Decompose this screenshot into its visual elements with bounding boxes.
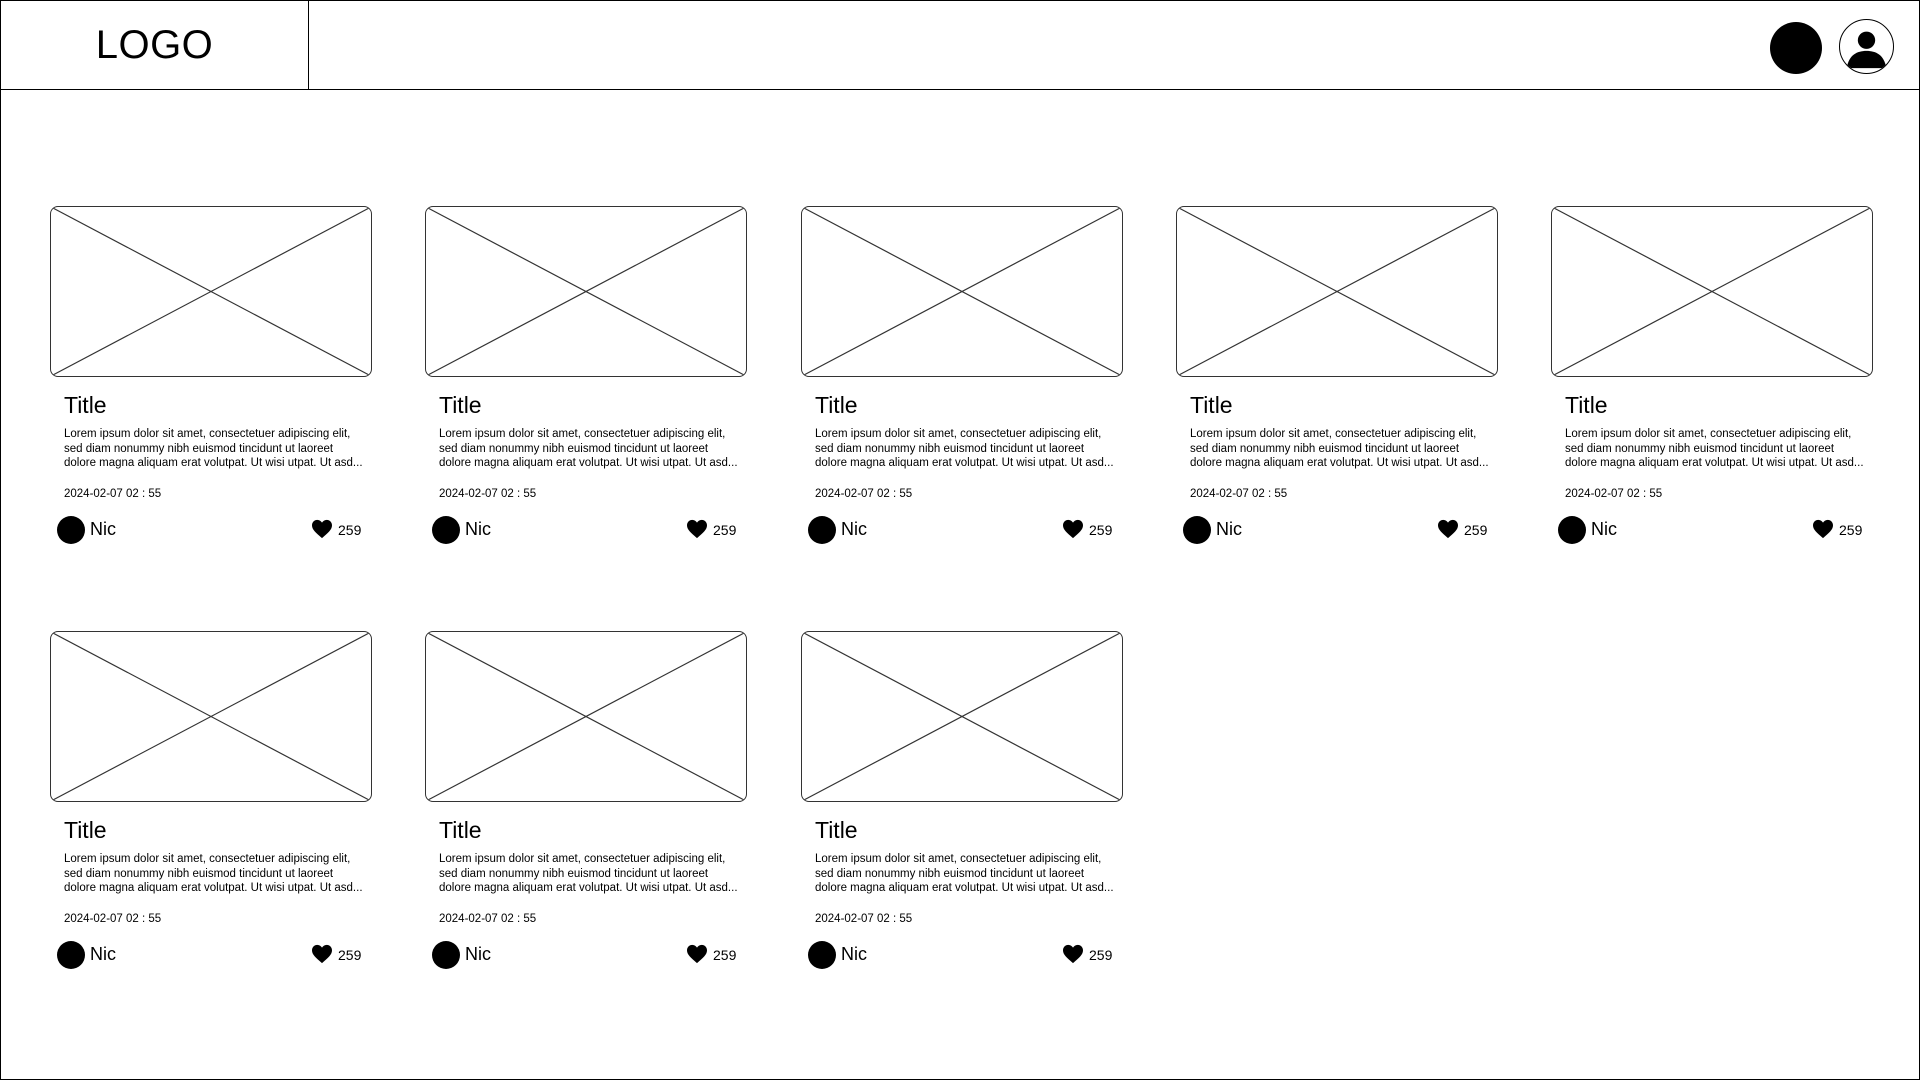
card-description: Lorem ipsum dolor sit amet, consectetuer adipiscing elit, sed diam nonummy nibh euismod tincidunt ut laoreet dolore magna aliquam erat volutpat. Ut wisi utpat. Ut asd... <box>64 853 363 894</box>
like-count: 259 <box>713 522 737 538</box>
post-card[interactable] <box>801 206 1123 539</box>
card-title[interactable]: Title <box>815 392 858 418</box>
image-placeholder-icon <box>1177 207 1497 376</box>
avatar[interactable] <box>57 516 85 544</box>
card-title[interactable]: Title <box>1565 392 1608 418</box>
card-description: Lorem ipsum dolor sit amet, consectetuer adipiscing elit, sed diam nonummy nibh euismod tincidunt ut laoreet dolore magna aliquam erat volutpat. Ut wisi utpat. Ut asd... <box>439 853 738 894</box>
like-count: 259 <box>338 947 362 963</box>
card-description: Lorem ipsum dolor sit amet, consectetuer adipiscing elit, sed diam nonummy nibh euismod tincidunt ut laoreet dolore magna aliquam erat volutpat. Ut wisi utpat. Ut asd... <box>1190 428 1489 469</box>
card-description: Lorem ipsum dolor sit amet, consectetuer adipiscing elit, sed diam nonummy nibh euismod tincidunt ut laoreet dolore magna aliquam erat volutpat. Ut wisi utpat. Ut asd... <box>815 853 1114 894</box>
card-date: 2024-02-07 02 : 55 <box>1565 488 1663 500</box>
card-title[interactable]: Title <box>64 817 107 843</box>
logo[interactable] <box>1 1 309 90</box>
card-date: 2024-02-07 02 : 55 <box>64 488 162 500</box>
like-count: 259 <box>1839 522 1863 538</box>
user-icon[interactable] <box>1839 19 1894 74</box>
avatar[interactable] <box>57 941 85 969</box>
avatar[interactable] <box>808 516 836 544</box>
image-placeholder[interactable] <box>425 631 747 802</box>
avatar[interactable] <box>808 941 836 969</box>
image-placeholder[interactable] <box>50 631 372 802</box>
card-title[interactable]: Title <box>439 817 482 843</box>
card-title[interactable]: Title <box>64 392 107 418</box>
card-description: Lorem ipsum dolor sit amet, consectetuer adipiscing elit, sed diam nonummy nibh euismod tincidunt ut laoreet dolore magna aliquam erat volutpat. Ut wisi utpat. Ut asd... <box>439 428 738 469</box>
like-count: 259 <box>1464 522 1488 538</box>
like-count: 259 <box>338 522 362 538</box>
user-icon-graphic <box>1840 20 1893 73</box>
author-name[interactable]: Nic <box>465 944 491 964</box>
card-date: 2024-02-07 02 : 55 <box>1190 488 1288 500</box>
author-name[interactable]: Nic <box>465 519 491 539</box>
card-title[interactable]: Title <box>439 392 482 418</box>
image-placeholder-icon <box>802 207 1122 376</box>
filled-circle-icon[interactable] <box>1770 22 1822 74</box>
avatar[interactable] <box>432 941 460 969</box>
card-description: Lorem ipsum dolor sit amet, consectetuer adipiscing elit, sed diam nonummy nibh euismod tincidunt ut laoreet dolore magna aliquam erat volutpat. Ut wisi utpat. Ut asd... <box>815 428 1114 469</box>
heart-icon[interactable] <box>311 519 333 539</box>
heart-icon[interactable] <box>1062 944 1084 964</box>
heart-icon[interactable] <box>311 944 333 964</box>
image-placeholder-icon <box>426 207 746 376</box>
card-title[interactable]: Title <box>815 817 858 843</box>
post-card[interactable] <box>1176 206 1498 539</box>
like-count: 259 <box>1089 947 1113 963</box>
header <box>1 1 1920 90</box>
image-placeholder-icon <box>426 632 746 801</box>
post-card[interactable] <box>50 206 372 539</box>
image-placeholder[interactable] <box>1176 206 1498 377</box>
post-card[interactable] <box>425 631 747 964</box>
post-card[interactable] <box>50 631 372 964</box>
heart-icon[interactable] <box>686 944 708 964</box>
card-date: 2024-02-07 02 : 55 <box>64 913 162 925</box>
card-date: 2024-02-07 02 : 55 <box>439 488 537 500</box>
post-card[interactable] <box>425 206 747 539</box>
avatar[interactable] <box>1183 516 1211 544</box>
post-card[interactable] <box>801 631 1123 964</box>
image-placeholder[interactable] <box>425 206 747 377</box>
image-placeholder[interactable] <box>50 206 372 377</box>
author-name[interactable]: Nic <box>90 944 116 964</box>
card-date: 2024-02-07 02 : 55 <box>815 488 913 500</box>
heart-icon[interactable] <box>1062 519 1084 539</box>
card-title[interactable]: Title <box>1190 392 1233 418</box>
image-placeholder-icon <box>51 632 371 801</box>
image-placeholder-icon <box>51 207 371 376</box>
like-count: 259 <box>713 947 737 963</box>
image-placeholder[interactable] <box>801 631 1123 802</box>
avatar[interactable] <box>432 516 460 544</box>
image-placeholder[interactable] <box>1551 206 1873 377</box>
heart-icon[interactable] <box>686 519 708 539</box>
card-description: Lorem ipsum dolor sit amet, consectetuer adipiscing elit, sed diam nonummy nibh euismod tincidunt ut laoreet dolore magna aliquam erat volutpat. Ut wisi utpat. Ut asd... <box>64 428 363 469</box>
author-name[interactable]: Nic <box>1216 519 1242 539</box>
card-description: Lorem ipsum dolor sit amet, consectetuer adipiscing elit, sed diam nonummy nibh euismod tincidunt ut laoreet dolore magna aliquam erat volutpat. Ut wisi utpat. Ut asd... <box>1565 428 1864 469</box>
like-count: 259 <box>1089 522 1113 538</box>
author-name[interactable]: Nic <box>841 519 867 539</box>
card-date: 2024-02-07 02 : 55 <box>439 913 537 925</box>
logo-text: LOGO <box>95 23 214 67</box>
avatar[interactable] <box>1558 516 1586 544</box>
heart-icon[interactable] <box>1437 519 1459 539</box>
author-name[interactable]: Nic <box>841 944 867 964</box>
image-placeholder[interactable] <box>801 206 1123 377</box>
image-placeholder-icon <box>802 632 1122 801</box>
author-name[interactable]: Nic <box>1591 519 1617 539</box>
author-name[interactable]: Nic <box>90 519 116 539</box>
post-card[interactable] <box>1551 206 1873 539</box>
image-placeholder-icon <box>1552 207 1872 376</box>
card-date: 2024-02-07 02 : 55 <box>815 913 913 925</box>
heart-icon[interactable] <box>1812 519 1834 539</box>
